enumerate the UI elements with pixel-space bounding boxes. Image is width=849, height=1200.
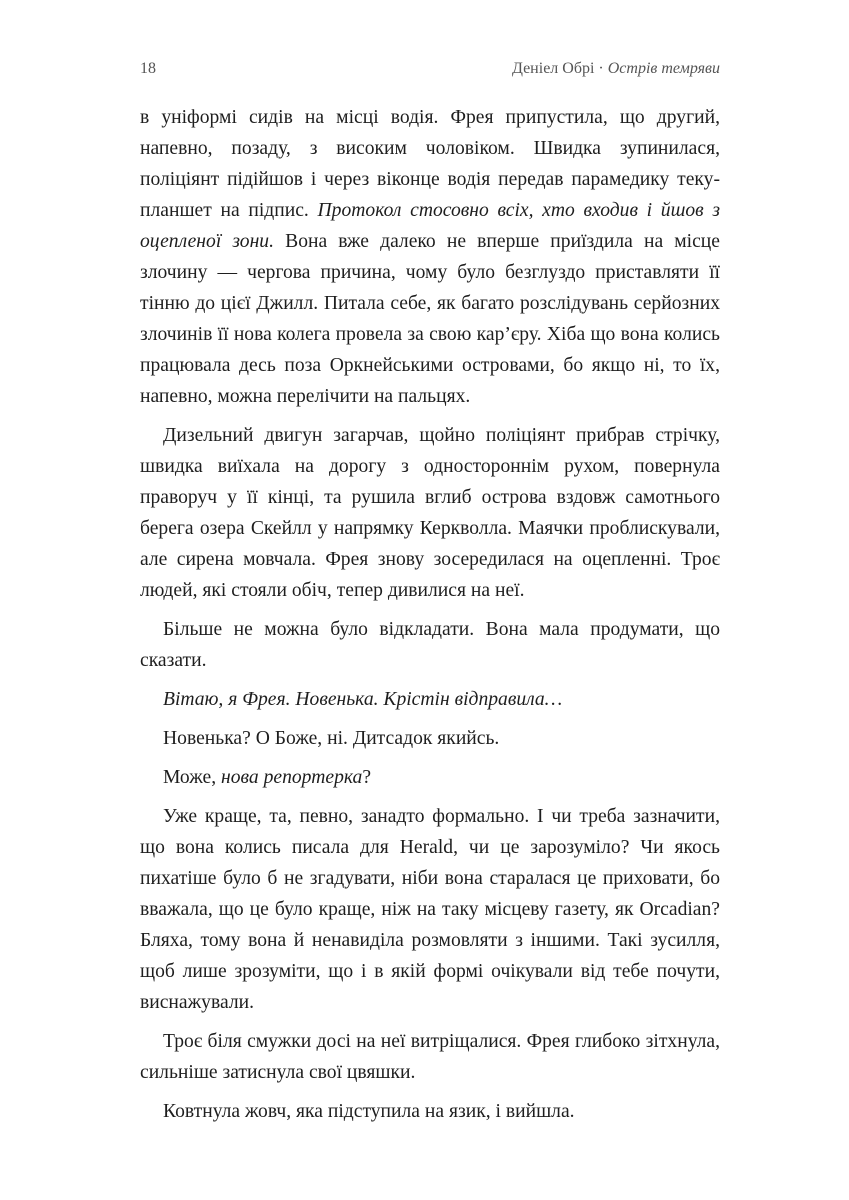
paragraph-6-part-a: Може,	[163, 767, 222, 788]
paragraph-6	[140, 762, 720, 793]
paragraph-2: Дизельний двигун загарчав, щойно поліціянт прибрав стрічку, швидка виїхала на дорогу з одностороннім рухом, повернула праворуч у її кінці, та рушила вглиб острова вздовж самотнього берега озера Скейлл у напрямку Керкволла. Маячки проблискували, але сирена мовчала. Фрея знову зосередилася на оцепленні. Троє людей, які стояли обіч, тепер дивилися на неї.	[140, 425, 720, 601]
paragraph-6-part-c: ?	[362, 767, 372, 788]
paragraph-1-part-c: Вона вже далеко не вперше приїздила на місце злочину — чергова причина, чому було безглуздо приставляти її тінню до цієї Джилл. Питала себе, як багато розслідувань серйозних злочинів її нова колега провела за свою кар’єру. Хіба що вона колись працювала десь поза Оркнейськими островами, бо якщо ні, то їх, напевно, можна перелічити на пальцях.	[140, 231, 720, 407]
paragraph-1	[140, 102, 720, 412]
paragraph-4	[140, 684, 720, 715]
paragraph-4-italic: Вітаю, я Фрея. Новенька. Крістін відправила…	[163, 689, 563, 710]
paragraph-6-italic: нова репортерка	[221, 767, 363, 788]
paragraph-3: Більше не можна було відкладати. Вона мала продумати, що сказати.	[140, 619, 720, 671]
book-title: Острів темряви	[607, 60, 720, 77]
body-text	[140, 102, 720, 1127]
paragraph-8: Троє біля смужки досі на неї витріщалися. Фрея глибоко зітхнула, сильніше затиснула свої цвяшки.	[140, 1031, 720, 1083]
paragraph-9: Ковтнула жовч, яка підступила на язик, і вийшла.	[163, 1101, 575, 1122]
paragraph-7: Уже краще, та, певно, занадто формально. І чи треба зазначити, що вона колись писала для Herald, чи це зарозуміло? Чи якось пихатіше було б не згадувати, ніби вона старалася це приховати, бо вважала, що це було краще, ніж на таку місцеву газету, як Orcadian? Бляха, тому вона й ненавиділа розмовляти з іншими. Такі зусилля, щоб лише зрозуміти, що і в якій формі очікували від тебе почути, виснажували.	[140, 806, 720, 1013]
paragraph-1-part-a: в уніформі сидів на місці водія. Фрея припустила, що другий, напевно, позаду, з високим чоловіком. Швидка зупинилася, поліціянт підійшов і через віконце водія передав парамедику теку-планшет на підпис.	[140, 107, 720, 221]
paragraph-1-italic: Протокол стосовно всіх, хто входив і йшов з оцепленої зони.	[140, 200, 720, 252]
page-header	[140, 60, 720, 86]
author-name: Деніел Обрі	[511, 60, 595, 77]
page-number: 18	[140, 60, 156, 77]
header-separator: ·	[594, 60, 608, 77]
running-head	[512, 60, 720, 78]
paragraph-5: Новенька? О Боже, ні. Дитсадок якийсь.	[163, 728, 500, 749]
